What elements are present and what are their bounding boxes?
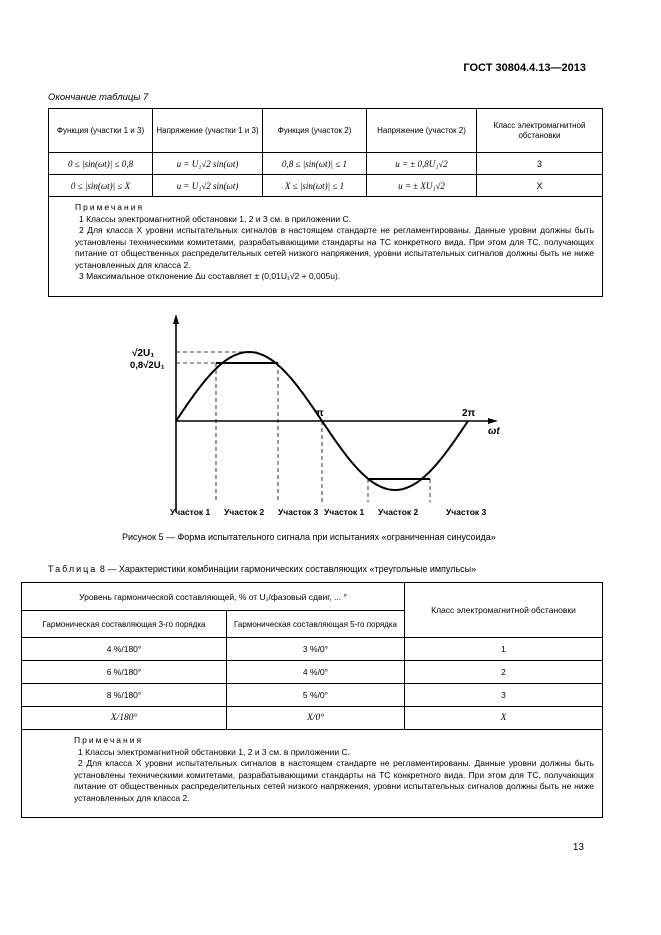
table-row bbox=[22, 638, 603, 661]
table8-class-header: Класс электромагнитной обстановки bbox=[405, 583, 603, 638]
segment-label: Участок 2 bbox=[378, 507, 419, 517]
table-row bbox=[22, 661, 603, 684]
table-cell: X/180° bbox=[22, 707, 227, 730]
segment-label: Участок 3 bbox=[278, 507, 319, 517]
table-cell: 4 %/0° bbox=[227, 661, 405, 684]
y-axis-arrow bbox=[173, 314, 179, 324]
table-cell: 1 bbox=[405, 638, 603, 661]
table8-group-header: Уровень гармонической составляющей, % от U₁/фазовый сдвиг, ... ° bbox=[22, 583, 405, 611]
table7-header-cell: Функция (участки 1 и 3) bbox=[49, 109, 153, 153]
segment-label: Участок 1 bbox=[170, 507, 211, 517]
table-row bbox=[49, 175, 603, 197]
table-cell: 4 %/180° bbox=[22, 638, 227, 661]
note-item: 2 Для класса X уровни испытательных сигналов в настоящем стандарте не регламентированы. Данные уровни должны быть установлены техническими комитетами, разрабатывающими стандарты на ТС конкретного вида. При этом для ТС, получающих питание от общественных распределительных сетей низкого напряжения, уровни испытательных сигналов должны быть не ниже установленных для класса 2. bbox=[75, 225, 594, 270]
segment-dividers bbox=[216, 363, 430, 502]
table8-sub-header: Гармоническая составляющая 5-го порядка bbox=[227, 611, 405, 638]
table8-caption-prefix: Таблица bbox=[48, 564, 98, 574]
table7-header-cell: Класс электромагнитной обстановки bbox=[477, 109, 603, 153]
notes-title: Примечания bbox=[75, 202, 145, 212]
table-cell: u = ± 0,8U₁√2 bbox=[367, 153, 477, 175]
table-cell: 5 %/0° bbox=[227, 684, 405, 707]
table-cell: u = U₁√2 sin(ωt) bbox=[153, 175, 263, 197]
figure5-diagram bbox=[120, 312, 520, 522]
note-item: 3 Максимальное отклонение Δu составляет ± (0,01U₁√2 + 0,005u). bbox=[79, 271, 341, 281]
table-cell: u = ± XU₁√2 bbox=[367, 175, 477, 197]
table-cell: X ≤ |sin(ωt)| ≤ 1 bbox=[263, 175, 367, 197]
figure5-caption: Рисунок 5 — Форма испытательного сигнала при испытаниях «ограниченная синусоида» bbox=[122, 532, 496, 542]
table7-header-row bbox=[49, 109, 603, 153]
table-cell: 0 ≤ |sin(ωt)| ≤ X bbox=[49, 175, 153, 197]
table8-caption-text: 8 — Характеристики комбинации гармонических составляющих «треугольные импульсы» bbox=[99, 564, 477, 574]
document-header: ГОСТ 30804.4.13—2013 bbox=[463, 62, 586, 74]
x-axis-label: ωt bbox=[488, 426, 500, 437]
notes-title: Примечания bbox=[74, 735, 144, 745]
note-item: 1 Классы электромагнитной обстановки 1, 2 и 3 см. в приложении С. bbox=[78, 746, 350, 757]
table-cell: 2 bbox=[405, 661, 603, 684]
table-cell: X bbox=[405, 707, 603, 730]
y-label-clip-level: 0,8√2U₁ bbox=[130, 360, 165, 371]
table8-caption bbox=[48, 564, 476, 574]
table-cell: 8 %/180° bbox=[22, 684, 227, 707]
table-cell: X/0° bbox=[227, 707, 405, 730]
table8 bbox=[21, 582, 603, 818]
table7-header-cell: Напряжение (участки 1 и 3) bbox=[153, 109, 263, 153]
table-row bbox=[22, 684, 603, 707]
x-axis-arrow bbox=[488, 418, 498, 424]
table7 bbox=[48, 108, 603, 297]
table-row bbox=[49, 153, 603, 175]
table-cell: 0 ≤ |sin(ωt)| ≤ 0,8 bbox=[49, 153, 153, 175]
table-row bbox=[22, 707, 603, 730]
segment-label: Участок 3 bbox=[446, 507, 487, 517]
segment-labels bbox=[170, 507, 487, 517]
x-label-2pi: 2π bbox=[462, 408, 476, 419]
table7-notes bbox=[49, 197, 603, 297]
note-item: 1 Классы электромагнитной обстановки 1, 2 и 3 см. в приложении С. bbox=[79, 213, 351, 224]
table7-header-cell: Функция (участок 2) bbox=[263, 109, 367, 153]
table-cell: 0,8 ≤ |sin(ωt)| ≤ 1 bbox=[263, 153, 367, 175]
y-label-amplitude: √2U₁ bbox=[132, 348, 155, 359]
table7-caption: Окончание таблицы 7 bbox=[48, 92, 149, 103]
table-cell: u = U₁√2 sin(ωt) bbox=[153, 153, 263, 175]
table8-sub-header: Гармоническая составляющая 3-го порядка bbox=[22, 611, 227, 638]
segment-label: Участок 2 bbox=[224, 507, 265, 517]
table8-notes bbox=[22, 730, 603, 818]
table-cell: 3 bbox=[477, 153, 603, 175]
segment-label: Участок 1 bbox=[324, 507, 365, 517]
page-number: 13 bbox=[572, 842, 584, 853]
note-item: 2 Для класса X уровни испытательных сигналов в настоящем стандарте не регламентированы. Данные уровни должны быть установлены техническими комитетами, разрабатывающими стандарты на ТС конкретного вида. При этом для ТС, получающих питание от общественных распределительных сетей низкого напряжения, уровни испытательных сигналов должны быть не ниже установленных для класса 2. bbox=[74, 758, 594, 803]
table-cell: 6 %/180° bbox=[22, 661, 227, 684]
table7-header-cell: Напряжение (участок 2) bbox=[367, 109, 477, 153]
x-label-pi: π bbox=[316, 408, 324, 419]
table-cell: 3 %/0° bbox=[227, 638, 405, 661]
table-cell: 3 bbox=[405, 684, 603, 707]
table-cell: X bbox=[477, 175, 603, 197]
